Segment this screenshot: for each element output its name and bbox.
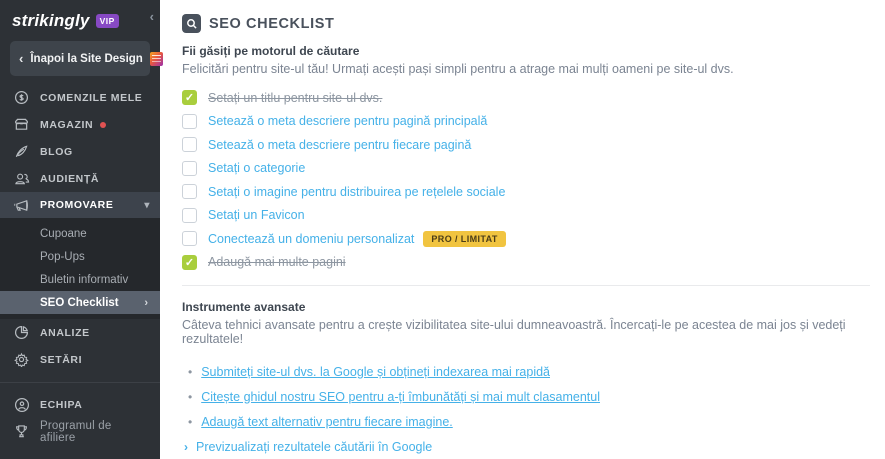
sidebar-item-analize[interactable] — [0, 319, 160, 346]
checklist-item — [182, 204, 870, 228]
sidebar-item-magazin[interactable] — [0, 111, 160, 138]
sidebar-item-echipa[interactable] — [0, 391, 160, 418]
sidebar-item-label: Programul de afiliere — [40, 419, 112, 444]
preview-row — [182, 434, 870, 459]
checklist-item-label[interactable]: Setați o imagine pentru distribuirea pe rețelele sociale — [208, 184, 506, 199]
sidebar-item-label: AUDIENȚĂ — [40, 172, 100, 185]
checklist-item-label[interactable]: Adaugă mai multe pagini — [208, 255, 346, 270]
advanced-title: Instrumente avansate — [182, 300, 306, 314]
back-to-site-design-button[interactable] — [10, 41, 150, 76]
chevron-right-icon: › — [144, 296, 148, 309]
checkbox-unchecked[interactable] — [182, 184, 197, 199]
pie-chart-icon — [13, 324, 30, 341]
submenu-item-pop-ups[interactable] — [0, 245, 160, 268]
submenu-item-label: Buletin informativ — [40, 273, 129, 286]
checkbox-checked[interactable] — [182, 90, 197, 105]
sidebar-item-promovare[interactable] — [0, 192, 160, 218]
checklist-item — [182, 251, 870, 275]
megaphone-icon — [13, 197, 30, 214]
checkbox-checked[interactable] — [182, 255, 197, 270]
back-button-label: Înapoi la Site Design — [30, 52, 143, 65]
notification-dot — [100, 122, 106, 128]
bullet-icon: • — [188, 364, 193, 379]
page-header — [182, 14, 870, 33]
checklist-item-label[interactable]: Setează o meta descriere pentru pagină principală — [208, 114, 488, 129]
team-icon — [13, 396, 30, 413]
advanced-link-row — [182, 384, 870, 409]
bullet-icon: • — [188, 389, 193, 404]
gear-icon — [13, 351, 30, 368]
collapse-sidebar-icon[interactable]: ‹ — [149, 9, 154, 24]
sidebar-item-blog[interactable] — [0, 138, 160, 165]
submenu-item-seo-checklist[interactable] — [0, 291, 160, 314]
sidebar-item-programul-de-afiliere[interactable] — [0, 418, 160, 445]
checkbox-unchecked[interactable] — [182, 208, 197, 223]
chevron-down-icon: ▾ — [144, 199, 150, 211]
checkbox-unchecked[interactable] — [182, 114, 197, 129]
coin-icon — [13, 89, 30, 106]
checklist-item-label[interactable]: Setează o meta descriere pentru fiecare pagină — [208, 137, 472, 152]
vip-badge: VIP — [96, 14, 119, 28]
advanced-link-row — [182, 359, 870, 384]
checklist-item — [182, 180, 870, 204]
sidebar-item-comenzile-mele[interactable] — [0, 84, 160, 111]
sidebar-item-label: SETĂRI — [40, 353, 83, 366]
sidebar-menu — [0, 84, 160, 445]
submit-to-google-link[interactable]: Submiteți site-ul dvs. la Google și obțineți indexarea mai rapidă — [201, 364, 550, 379]
section-subtitle: Felicitări pentru site-ul tău! Urmați acești pași simpli pentru a atrage mai mulți oameni pe site-ul dvs. — [182, 62, 734, 76]
checklist-item-label[interactable]: Conectează un domeniu personalizat — [208, 231, 415, 246]
sidebar-item-label: BLOG — [40, 145, 73, 158]
chevron-right-icon: › — [184, 439, 188, 454]
logo-row — [0, 0, 160, 32]
sidebar-item-setari[interactable] — [0, 346, 160, 373]
sidebar — [0, 0, 160, 459]
checklist-item — [182, 110, 870, 134]
page-title: SEO CHECKLIST — [209, 15, 335, 32]
seo-guide-link[interactable]: Citește ghidul nostru SEO pentru a-ți îmbunătăți și mai mult clasamentul — [201, 389, 600, 404]
advanced-link-row — [182, 409, 870, 434]
trophy-icon — [13, 423, 30, 440]
strikingly-logo: strikingly — [12, 10, 90, 30]
section-title: Fii găsiți pe motorul de căutare — [182, 44, 360, 58]
submenu-item-buletin-informativ[interactable] — [0, 268, 160, 291]
submenu-item-cupoane[interactable] — [0, 222, 160, 245]
seo-search-icon — [182, 14, 201, 33]
quill-icon — [13, 143, 30, 160]
checklist-item — [182, 157, 870, 181]
sidebar-item-label: ECHIPA — [40, 398, 83, 411]
google-preview-link[interactable]: Previzualizați rezultatele căutării în Google — [196, 439, 433, 454]
section-divider — [182, 285, 870, 286]
main-content — [160, 0, 885, 459]
sidebar-item-label: ANALIZE — [40, 326, 90, 339]
advanced-subtitle: Câteva tehnici avansate pentru a crește vizibilitatea site-ului dumneavoastră. Încercați-le pe acestea de mai jos și vedeți rezultatele! — [182, 318, 846, 346]
checklist-item — [182, 86, 870, 110]
promovare-submenu — [0, 218, 160, 319]
sidebar-item-label: COMENZILE MELE — [40, 91, 143, 104]
seo-checklist — [182, 86, 870, 274]
checklist-item — [182, 227, 870, 251]
bullet-icon: • — [188, 414, 193, 429]
checkbox-unchecked[interactable] — [182, 161, 197, 176]
checkbox-unchecked[interactable] — [182, 137, 197, 152]
checklist-item-label[interactable]: Setați un titlu pentru site-ul dvs. — [208, 90, 383, 105]
sidebar-item-label: MAGAZIN — [40, 118, 94, 131]
store-icon — [13, 116, 30, 133]
site-design-icon — [150, 52, 163, 66]
people-icon — [13, 170, 30, 187]
checkbox-unchecked[interactable] — [182, 231, 197, 246]
sidebar-item-audienta[interactable] — [0, 165, 160, 192]
alt-text-link[interactable]: Adaugă text alternativ pentru fiecare imagine. — [201, 414, 453, 429]
checklist-item — [182, 133, 870, 157]
chevron-left-icon: ‹ — [19, 51, 24, 66]
advanced-links — [182, 359, 870, 459]
checklist-item-label[interactable]: Setați o categorie — [208, 161, 306, 176]
submenu-item-label: Pop-Ups — [40, 250, 85, 263]
checklist-item-label[interactable]: Setați un Favicon — [208, 208, 305, 223]
sidebar-item-label: PROMOVARE — [40, 199, 114, 211]
sidebar-divider — [0, 382, 160, 383]
pro-limitat-badge: PRO / LIMITAT — [423, 231, 505, 247]
submenu-item-label: SEO Checklist — [40, 296, 119, 309]
submenu-item-label: Cupoane — [40, 227, 87, 240]
